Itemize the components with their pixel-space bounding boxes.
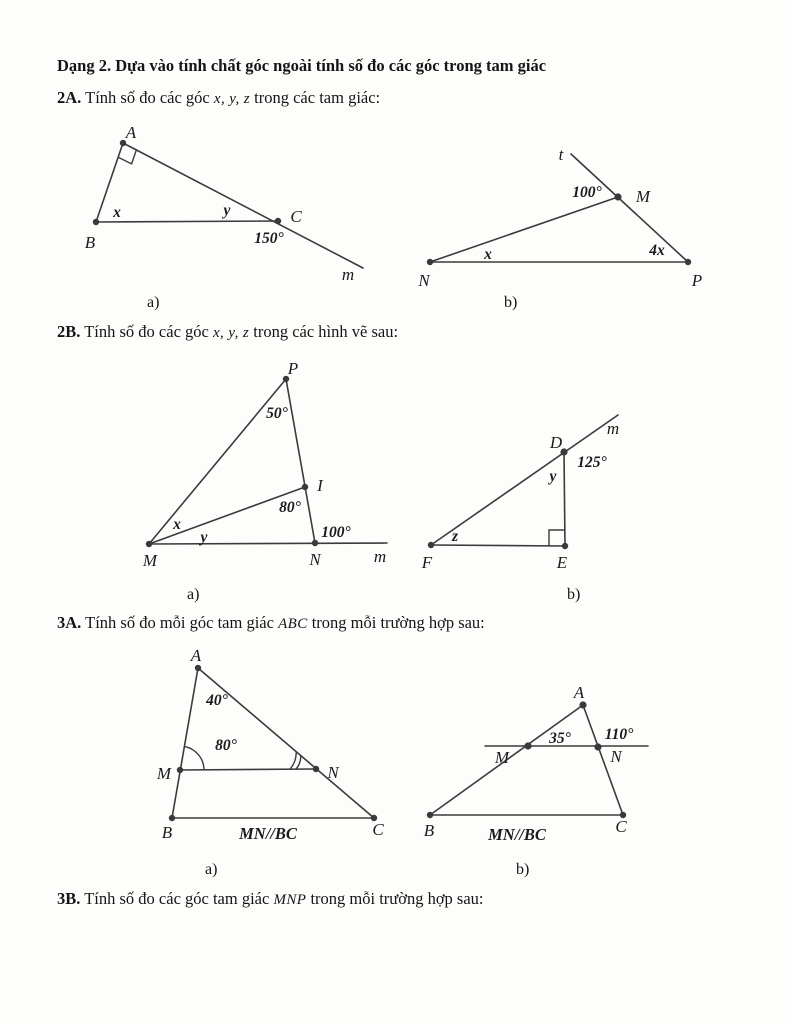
math-vars: x, y, z	[212, 325, 250, 341]
label-A: A	[573, 683, 585, 702]
math-vars: x, y, z	[213, 91, 251, 107]
math-vars: ABC	[278, 616, 308, 632]
side-ED	[564, 452, 565, 546]
label-ray-t: t	[558, 145, 564, 164]
figure-3a-b	[415, 668, 680, 850]
right-angle-mark-E	[549, 530, 565, 546]
label-P: P	[287, 359, 299, 378]
caption-2b-b: b)	[567, 586, 581, 603]
caption-2b-a: a)	[187, 586, 200, 603]
label-D: D	[549, 433, 563, 452]
problem-text: Tính số đo các góc	[84, 322, 209, 341]
label-N: N	[418, 271, 430, 290]
vertex-dot-E	[562, 543, 568, 549]
caption-3a-b: b)	[516, 861, 530, 878]
side-PN-through-I	[286, 379, 315, 543]
figure-2b-a	[80, 355, 410, 575]
vertex-dot-M	[146, 541, 152, 547]
angle-y: y	[200, 529, 208, 546]
label-F: F	[421, 553, 433, 572]
problem-2b-statement	[57, 322, 398, 343]
label-M: M	[156, 764, 172, 783]
angle-arc-M	[184, 746, 204, 769]
parallel-note: MN//BC	[239, 824, 297, 843]
parallel-note: MN//BC	[488, 825, 546, 844]
angle-z: z	[451, 528, 459, 545]
point-dot-N	[594, 743, 601, 750]
caption-3a-a: a)	[205, 861, 218, 878]
side-NM	[430, 197, 618, 262]
label-P: P	[691, 271, 703, 290]
vertex-dot-B	[93, 219, 99, 225]
problem-number: 2A.	[57, 88, 82, 107]
baseline-M-N-m	[149, 543, 387, 544]
problem-text: Tính số đo các góc tam giác	[84, 889, 270, 908]
vertex-dot-B	[427, 812, 433, 818]
angle-y: y	[549, 468, 557, 485]
label-C: C	[290, 207, 302, 226]
vertex-dot-C	[275, 218, 281, 224]
angle-100: 100°	[321, 524, 351, 541]
angle-80: 80°	[215, 737, 237, 754]
line-A-through-C-to-m	[123, 143, 363, 268]
label-M: M	[494, 748, 510, 767]
label-M: M	[635, 187, 651, 206]
problem-text: trong các hình vẽ sau:	[253, 322, 399, 341]
label-M: M	[142, 551, 158, 570]
angle-4x: 4x	[649, 242, 665, 259]
side-AB-through-M	[172, 668, 198, 818]
angle-x: x	[113, 204, 121, 221]
problem-3b-statement	[57, 889, 484, 910]
label-C: C	[372, 820, 384, 839]
label-N: N	[309, 550, 321, 569]
label-A: A	[125, 123, 137, 142]
vertex-dot-M	[614, 193, 621, 200]
problem-text: trong mỗi trường hợp sau:	[311, 613, 485, 632]
caption-2a-b: b)	[504, 294, 518, 311]
label-B: B	[423, 821, 435, 840]
vertex-dot-P	[685, 259, 691, 265]
problem-number: 3A.	[57, 613, 82, 632]
angle-y: y	[223, 202, 231, 219]
label-C: C	[615, 817, 627, 836]
label-ray-m: m	[373, 547, 387, 566]
problem-text: Tính số đo mỗi góc tam giác	[85, 613, 274, 632]
point-dot-M	[177, 767, 183, 773]
heading-text: Dạng 2. Dựa vào tính chất góc ngoài tính số đo các góc trong tam giác	[57, 56, 547, 75]
figure-2b-b	[405, 395, 675, 580]
section-heading	[57, 56, 546, 77]
problem-text: Tính số đo các góc	[85, 88, 210, 107]
angle-x: x	[484, 246, 492, 263]
angle-125: 125°	[577, 454, 607, 471]
vertex-dot-A	[579, 701, 586, 708]
label-B: B	[161, 823, 173, 842]
problem-number: 2B.	[57, 322, 81, 341]
figure-2a-a	[60, 120, 380, 295]
caption-2a-a: a)	[147, 294, 160, 311]
right-angle-mark-A	[118, 150, 136, 164]
angle-arc-N-inner	[296, 756, 301, 769]
vertex-dot-N	[312, 540, 318, 546]
angle-arc-N-outer	[290, 752, 296, 769]
point-dot-I	[302, 484, 308, 490]
label-ray-m: m	[341, 265, 355, 284]
vertex-dot-N	[427, 259, 433, 265]
line-F-through-D-to-m	[431, 415, 618, 545]
figure-2a-b	[395, 140, 725, 305]
vertex-dot-F	[428, 542, 434, 548]
problem-number: 3B.	[57, 889, 81, 908]
figure-3a-a	[115, 645, 415, 850]
label-N: N	[610, 747, 622, 766]
problem-text: trong mỗi trường hợp sau:	[310, 889, 484, 908]
angle-150: 150°	[254, 230, 284, 247]
angle-35: 35°	[549, 730, 571, 747]
angle-50: 50°	[266, 405, 288, 422]
point-dot-N	[313, 766, 319, 772]
angle-110: 110°	[604, 726, 634, 743]
label-I: I	[317, 476, 323, 495]
segment-MN	[180, 769, 316, 770]
label-B: B	[84, 233, 96, 252]
side-BC	[96, 221, 278, 222]
label-E: E	[556, 553, 568, 572]
label-ray-m: m	[606, 419, 620, 438]
vertex-dot-A	[195, 665, 201, 671]
vertex-dot-B	[169, 815, 175, 821]
angle-40: 40°	[206, 692, 228, 709]
side-FE	[431, 545, 565, 546]
point-dot-M	[524, 742, 531, 749]
angle-100: 100°	[572, 184, 602, 201]
problem-text: trong các tam giác:	[254, 88, 381, 107]
label-A: A	[190, 646, 202, 665]
label-N: N	[327, 763, 339, 782]
angle-x: x	[173, 516, 181, 533]
problem-2a-statement	[57, 88, 380, 109]
problem-3a-statement	[57, 613, 485, 634]
math-vars: MNP	[273, 892, 307, 908]
angle-80: 80°	[279, 499, 301, 516]
